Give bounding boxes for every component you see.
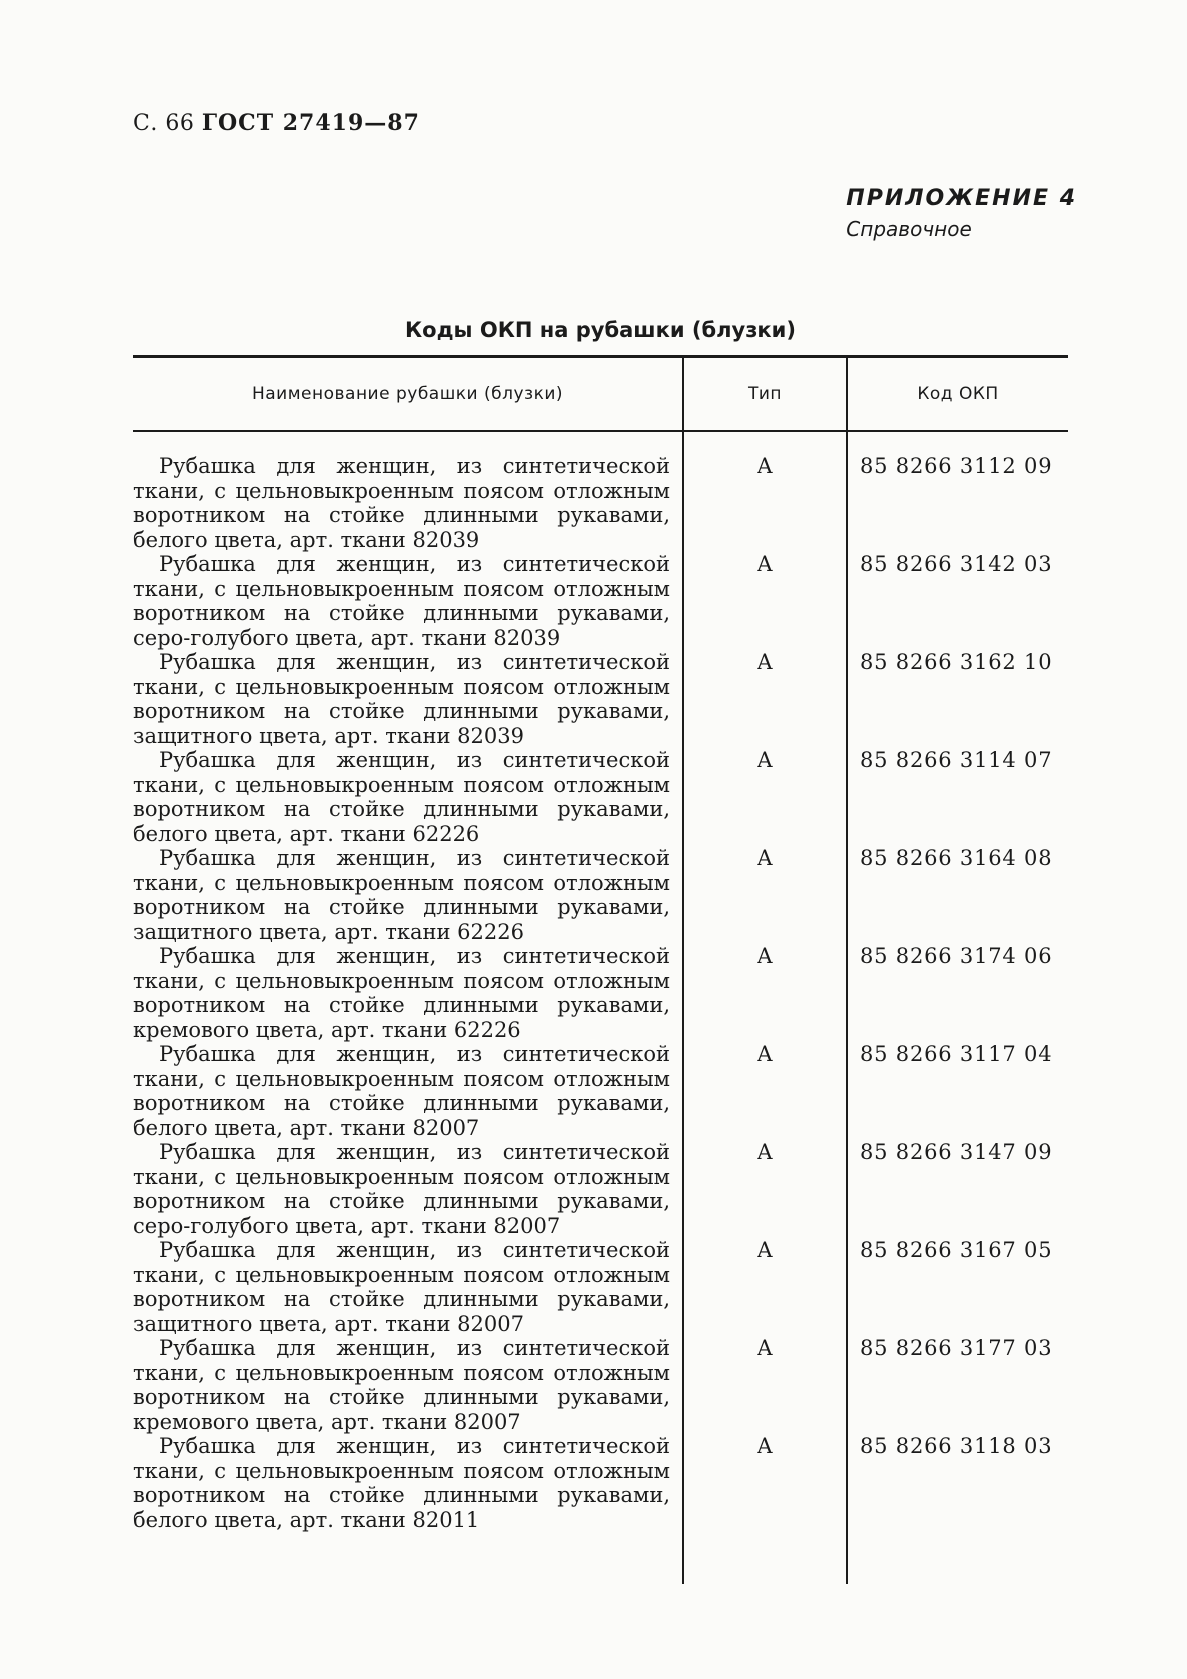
row-type-cell: А	[683, 650, 847, 748]
row-type-cell: А	[683, 944, 847, 1042]
row-code-cell: 85 8266 3142 03	[847, 552, 1068, 650]
row-code-cell: 85 8266 3174 06	[847, 944, 1068, 1042]
row-name-cell: Рубашка для женщин, из синтетической ткани, с цельновыкроенным поясом отложным воротником на стойке длинными рукавами, защитного цвета, арт. ткани 82007	[133, 1238, 670, 1336]
table-row	[133, 748, 1068, 846]
row-code-cell: 85 8266 3162 10	[847, 650, 1068, 748]
table-row	[133, 1042, 1068, 1140]
row-code-cell: 85 8266 3114 07	[847, 748, 1068, 846]
okp-codes-table	[133, 355, 1068, 1584]
table-row	[133, 846, 1068, 944]
table-row	[133, 1434, 1068, 1584]
row-name-cell: Рубашка для женщин, из синтетической ткани, с цельновыкроенным поясом отложным воротником на стойке длинными рукавами, белого цвета, арт. ткани 62226	[133, 748, 670, 846]
row-type-cell: А	[683, 552, 847, 650]
row-type-cell: А	[683, 1434, 847, 1584]
row-type-cell: А	[683, 846, 847, 944]
row-code-cell: 85 8266 3167 05	[847, 1238, 1068, 1336]
appendix-subtitle: Справочное	[846, 217, 972, 241]
page-number: С. 66	[133, 111, 195, 136]
row-name-cell: Рубашка для женщин, из синтетической ткани, с цельновыкроенным поясом отложным воротником на стойке длинными рукавами, белого цвета, арт. ткани 82007	[133, 1042, 670, 1140]
table-row	[133, 1238, 1068, 1336]
table-row	[133, 431, 1068, 552]
appendix-title: ПРИЛОЖЕНИЕ 4	[846, 186, 1077, 211]
row-name-cell: Рубашка для женщин, из синтетической ткани, с цельновыкроенным поясом отложным воротником на стойке длинными рукавами, серо-голубого цвета, арт. ткани 82007	[133, 1140, 670, 1238]
standard-number: ГОСТ 27419—87	[201, 110, 420, 136]
table-title: Коды ОКП на рубашки (блузки)	[405, 318, 796, 342]
row-type-cell: А	[683, 1140, 847, 1238]
column-header-type: Тип	[683, 357, 847, 432]
appendix-label	[846, 186, 1077, 241]
row-name-cell: Рубашка для женщин, из синтетической ткани, с цельновыкроенным поясом отложным воротником на стойке длинными рукавами, серо-голубого цвета, арт. ткани 82039	[133, 552, 670, 650]
row-type-cell: А	[683, 1336, 847, 1434]
row-name-cell: Рубашка для женщин, из синтетической ткани, с цельновыкроенным поясом отложным воротником на стойке длинными рукавами, кремового цвета, арт. ткани 62226	[133, 944, 670, 1042]
column-header-name: Наименование рубашки (блузки)	[133, 357, 683, 432]
column-header-code: Код ОКП	[847, 357, 1068, 432]
row-type-cell: А	[683, 1042, 847, 1140]
row-name-cell: Рубашка для женщин, из синтетической ткани, с цельновыкроенным поясом отложным воротником на стойке длинными рукавами, белого цвета, арт. ткани 82039	[133, 454, 670, 552]
row-code-cell: 85 8266 3118 03	[847, 1434, 1068, 1584]
row-code-cell: 85 8266 3112 09	[847, 431, 1068, 552]
table-row	[133, 650, 1068, 748]
row-type-cell: А	[683, 748, 847, 846]
row-name-cell: Рубашка для женщин, из синтетической ткани, с цельновыкроенным поясом отложным воротником на стойке длинными рукавами, белого цвета, арт. ткани 82011	[133, 1434, 670, 1532]
page-header	[133, 110, 420, 136]
row-name-cell: Рубашка для женщин, из синтетической ткани, с цельновыкроенным поясом отложным воротником на стойке длинными рукавами, защитного цвета, арт. ткани 82039	[133, 650, 670, 748]
table-header-row	[133, 357, 1068, 432]
row-code-cell: 85 8266 3117 04	[847, 1042, 1068, 1140]
table-row	[133, 1336, 1068, 1434]
row-name-cell: Рубашка для женщин, из синтетической ткани, с цельновыкроенным поясом отложным воротником на стойке длинными рукавами, защитного цвета, арт. ткани 62226	[133, 846, 670, 944]
row-code-cell: 85 8266 3177 03	[847, 1336, 1068, 1434]
table-row	[133, 552, 1068, 650]
row-code-cell: 85 8266 3147 09	[847, 1140, 1068, 1238]
row-name-cell: Рубашка для женщин, из синтетической ткани, с цельновыкроенным поясом отложным воротником на стойке длинными рукавами, кремового цвета, арт. ткани 82007	[133, 1336, 670, 1434]
row-type-cell: А	[683, 431, 847, 552]
table-row	[133, 944, 1068, 1042]
table-row	[133, 1140, 1068, 1238]
row-type-cell: А	[683, 1238, 847, 1336]
row-code-cell: 85 8266 3164 08	[847, 846, 1068, 944]
